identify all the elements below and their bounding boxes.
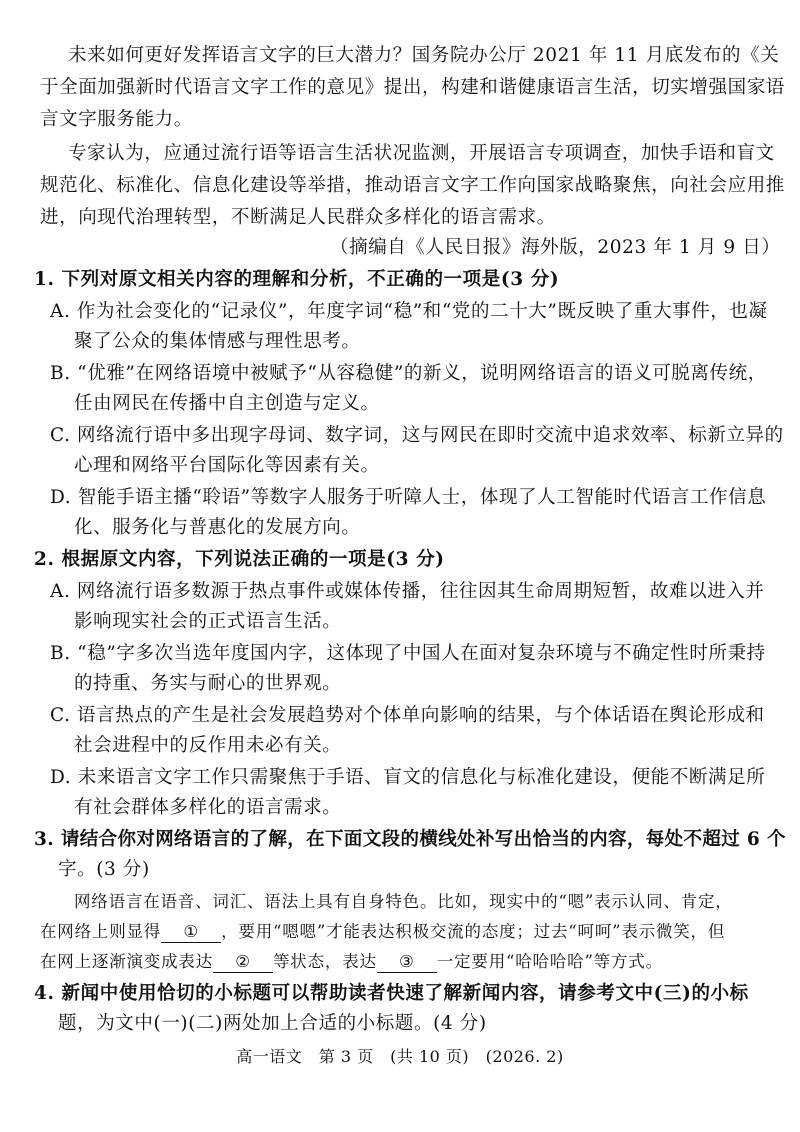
passage-source: （摘编自《人民日报》海外版，2023 年 1 月 9 日） <box>330 237 781 258</box>
q3-text-line2-b: ，要用“嗯嗯”才能表达积极交流的态度；过去“呵呵”表示微笑，但 <box>221 922 726 941</box>
q2-option-d-line1: D. 未来语言文字工作只需聚焦于手语、盲文的信息化与标准化建设，便能不断满足所 <box>50 767 766 788</box>
q2-option-d-line2: 有社会群体多样化的语言需求。 <box>74 797 342 818</box>
q3-blank-1[interactable]: ① <box>161 922 221 943</box>
q1-option-d-line1: D. 智能手语主播“聆语”等数字人服务于听障人士，体现了人工智能时代语言工作信息 <box>50 487 767 508</box>
q1-option-a-line1: A. 作为社会变化的“记录仪”，年度字词“稳”和“党的二十大”既反映了重大事件，也凝 <box>50 301 768 322</box>
q3-text-line3 <box>40 950 663 974</box>
passage-p1-line3: 言文字服务能力。 <box>40 109 193 130</box>
q3-text-line2-a: 在网络上则显得 <box>40 922 162 941</box>
q3-text-line2 <box>40 920 725 944</box>
q2-stem: 2. 根据原文内容，下列说法正确的一项是(3 分) <box>34 549 445 570</box>
q3-blank-2[interactable]: ② <box>213 952 273 973</box>
q2-option-c-line2: 社会进程中的反作用未必有关。 <box>74 735 342 756</box>
q1-option-c-line2: 心理和网络平台国际化等因素有关。 <box>74 455 380 476</box>
q4-stem-line1: 4. 新闻中使用恰切的小标题可以帮助读者快速了解新闻内容，请参考文中(三)的小标 <box>34 983 749 1004</box>
q3-text-line3-b: 等状态，表达 <box>273 952 377 971</box>
q3-text-line3-c: 一定要用“哈哈哈哈”等方式。 <box>436 952 663 971</box>
q3-stem-line1: 3. 请结合你对网络语言的了解，在下面文段的横线处补写出恰当的内容，每处不超过 6 个 <box>34 829 786 850</box>
q3-blank-3[interactable]: ③ <box>377 952 437 973</box>
q1-option-a-line2: 聚了公众的集体情感与理性思考。 <box>74 331 361 352</box>
page-footer: 高一语文 第 3 页 (共 10 页) (2026. 2) <box>236 1047 564 1066</box>
passage-p1-line1: 未来如何更好发挥语言文字的巨大潜力？国务院办公厅 2021 年 11 月底发布的《关 <box>68 45 780 66</box>
q1-option-b-line1: B. “优雅”在网络语境中被赋予“从容稳健”的新义，说明网络语言的语义可脱离传统， <box>50 363 767 384</box>
q1-option-b-line2: 任由网民在传播中自主创造与定义。 <box>74 393 380 414</box>
q2-option-a-line1: A. 网络流行语多数源于热点事件或媒体传播，往往因其生命周期短暂，故难以进入并 <box>50 581 765 602</box>
q1-option-d-line2: 化、服务化与普惠化的发展方向。 <box>74 517 361 538</box>
q2-option-b-line1: B. “稳”字多次当选年度国内字，这体现了中国人在面对复杂环境与不确定性时所秉持 <box>50 643 766 664</box>
passage-p1-line2: 于全面加强新时代语言文字工作的意见》提出，构建和谐健康语言生活，切实增强国家语 <box>40 77 785 98</box>
passage-p2-line1: 专家认为，应通过流行语等语言生活状况监测，开展语言专项调查，加快手语和盲文 <box>68 143 775 164</box>
q2-option-b-line2: 的持重、务实与耐心的世界观。 <box>74 673 342 694</box>
q2-option-a-line2: 影响现实社会的正式语言生活。 <box>74 611 342 632</box>
q1-stem: 1. 下列对原文相关内容的理解和分析，不正确的一项是(3 分) <box>34 269 560 290</box>
q3-text-line3-a: 在网上逐渐演变成表达 <box>40 952 213 971</box>
passage-p2-line3: 进，向现代治理转型，不断满足人民群众多样化的语言需求。 <box>40 207 556 228</box>
passage-p2-line2: 规范化、标准化、信息化建设等举措，推动语言文字工作向国家战略聚焦，向社会应用推 <box>40 175 785 196</box>
q2-option-c-line1: C. 语言热点的产生是社会发展趋势对个体单向影响的结果，与个体话语在舆论形成和 <box>50 705 765 726</box>
q1-option-c-line1: C. 网络流行语中多出现字母词、数字词，这与网民在即时交流中追求效率、标新立异的 <box>50 425 784 446</box>
q3-stem-line2: 字。(3 分) <box>58 859 150 880</box>
q4-stem-line2: 题，为文中(一)(二)两处加上合适的小标题。(4 分) <box>58 1013 487 1034</box>
q3-text-line1: 网络语言在语音、词汇、语法上具有自身特色。比如，现实中的“嗯”表示认同、肯定， <box>74 892 733 911</box>
